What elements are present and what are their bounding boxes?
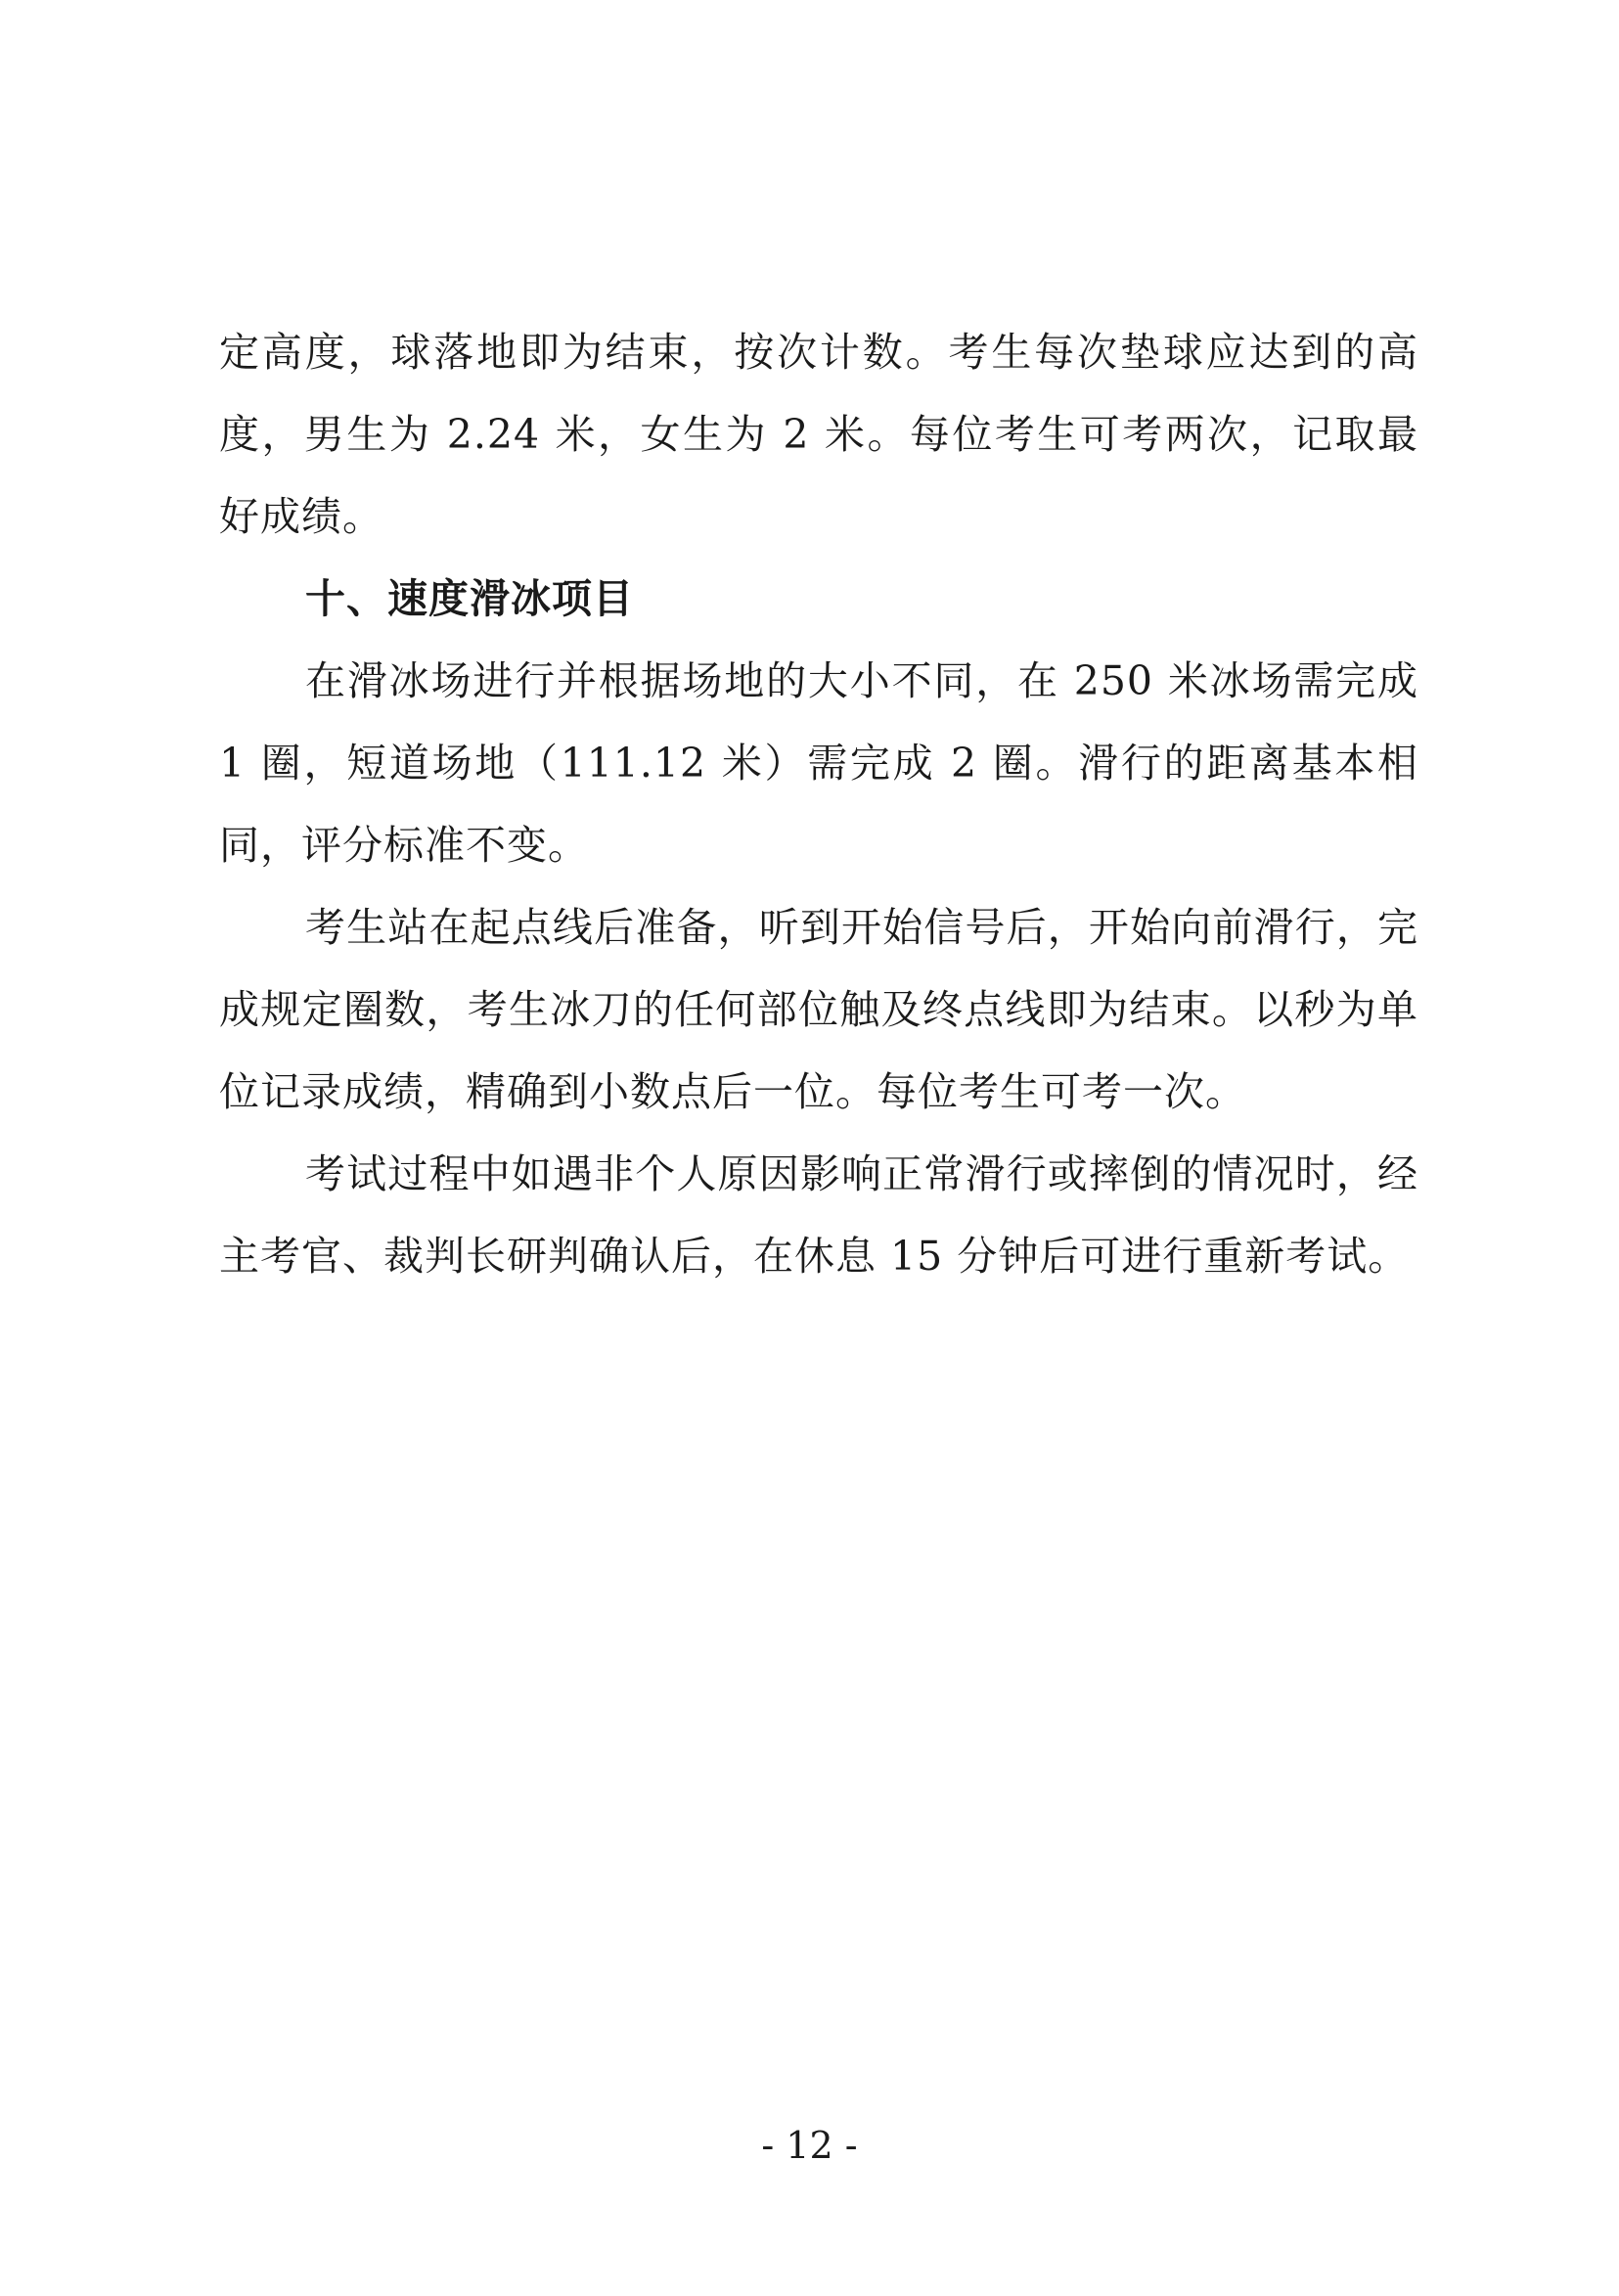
document-body [219,311,1418,1297]
paragraph-start-and-finish: 考生站在起点线后准备，听到开始信号后，开始向前滑行，完成规定圈数，考生冰刀的任何部位触及终点线即为结束。以秒为单位记录成绩，精确到小数点后一位。每位考生可考一次。 [219,904,1418,1115]
paragraph-rink-requirements: 在滑冰场进行并根据场地的大小不同，在 250 米冰场需完成 1 圈，短道场地（111.12 米）需完成 2 圈。滑行的距离基本相同，评分标准不变。 [219,657,1418,869]
paragraph-retest-rules: 考试过程中如遇非个人原因影响正常滑行或摔倒的情况时，经主考官、裁判长研判确认后，在休息 15 分钟后可进行重新考试。 [219,1150,1418,1280]
paragraph-volleyball-end: 定高度，球落地即为结束，按次计数。考生每次垫球应达到的高度，男生为 2.24 米，女生为 2 米。每位考生可考两次，记取最好成绩。 [219,329,1418,540]
page-number: - 12 - [761,2124,858,2167]
section-heading-speed-skating: 十、速度滑冰项目 [305,575,634,622]
